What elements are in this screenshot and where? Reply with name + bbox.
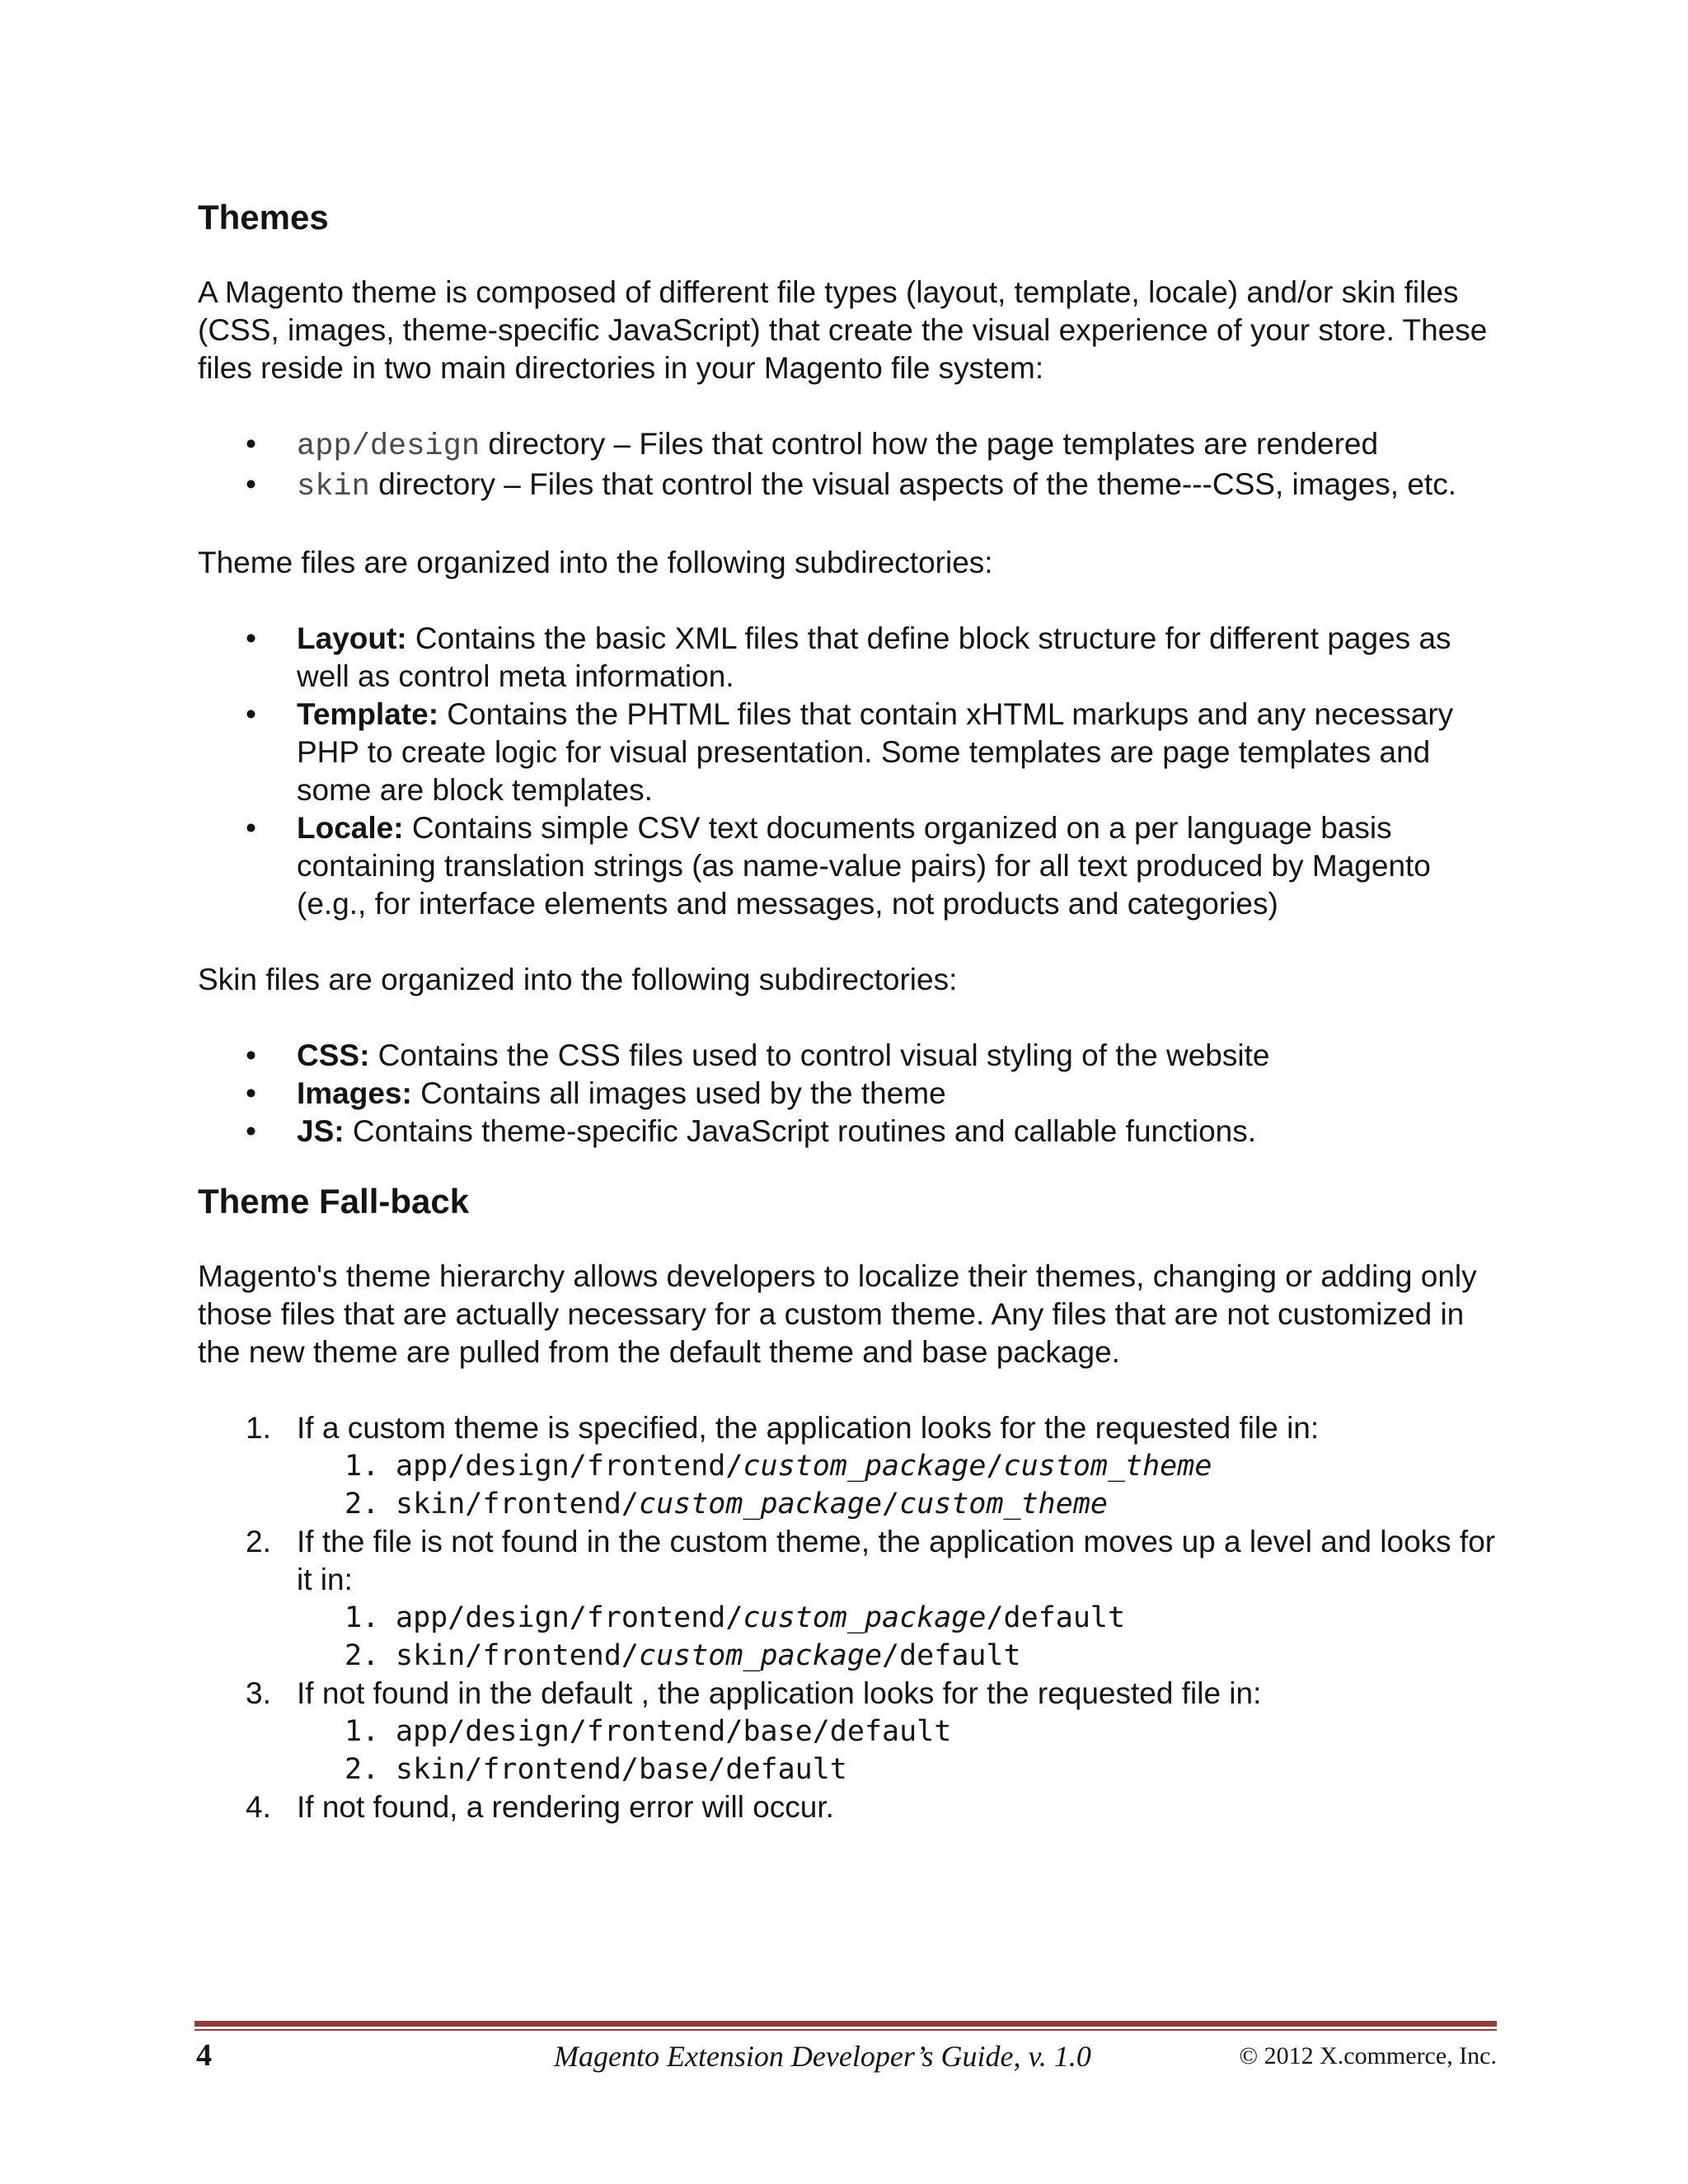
step-number: 3.	[246, 1676, 271, 1710]
item-label: Images:	[297, 1076, 412, 1110]
path-number: 1.	[345, 1450, 380, 1483]
path-number: 2.	[345, 1488, 380, 1521]
step-number: 1.	[246, 1411, 271, 1445]
theme-subdirs-list	[198, 620, 1496, 923]
path-number: 1.	[345, 1601, 380, 1634]
list-item-text: Contains the CSS files used to control visual styling of the website	[369, 1038, 1270, 1072]
fallback-heading: Theme Fall-back	[198, 1182, 470, 1221]
page-number: 4	[196, 2038, 212, 2073]
item-label: Locale:	[297, 811, 404, 845]
step-text: If a custom theme is specified, the application looks for the requested file in:	[297, 1411, 1320, 1445]
list-item	[198, 1037, 1496, 1075]
list-item	[198, 809, 1496, 923]
footer-rule-thick	[195, 2021, 1497, 2027]
fallback-steps	[198, 1409, 1496, 1826]
footer-rule-thin	[195, 2029, 1497, 2031]
path-item: 1. app/design/frontend/custom_package/custom_theme	[297, 1447, 1496, 1485]
list-item-text: directory – Files that control the visual aspects of the theme---CSS, images, etc.	[369, 467, 1456, 501]
skin-code: skin	[297, 470, 370, 504]
guide-title: Magento Extension Developer’s Guide, v. 1.0	[554, 2040, 1091, 2073]
path-item: 1. app/design/frontend/base/default	[297, 1713, 1496, 1750]
item-label: CSS:	[297, 1038, 370, 1072]
step-paths	[297, 1713, 1496, 1788]
list-item-text: Contains theme-specific JavaScript routines and callable functions.	[344, 1114, 1257, 1148]
list-item-text: Contains simple CSV text documents organized on a per language basis containing translation strings (as name-value pairs) for all text produced by Magento (e.g., for interface elements and messages, not products and categories)	[297, 811, 1431, 921]
skin-subdirs-intro: Skin files are organized into the following subdirectories:	[198, 963, 958, 996]
step-item	[198, 1409, 1496, 1523]
list-item-text: Contains the basic XML files that define block structure for different pages as well as control meta information.	[297, 621, 1451, 693]
themes-heading: Themes	[198, 198, 329, 237]
path-item: 2. skin/frontend/base/default	[297, 1750, 1496, 1788]
step-item	[198, 1675, 1496, 1788]
step-text: If not found, a rendering error will occur.	[297, 1790, 834, 1824]
step-text: If the file is not found in the custom theme, the application moves up a level and looks for it in:	[297, 1525, 1496, 1596]
list-item	[198, 1113, 1496, 1151]
list-item	[198, 425, 1496, 466]
theme-subdirs-intro: Theme files are organized into the following subdirectories:	[198, 546, 993, 579]
list-item	[198, 620, 1496, 696]
path-number: 2.	[345, 1639, 380, 1672]
step-item	[198, 1788, 1496, 1826]
list-item-text: Contains the PHTML files that contain xHTML markups and any necessary PHP to create logic for visual presentation. Some templates are page templates and some are block templates.	[297, 697, 1454, 807]
item-label: Layout:	[297, 621, 407, 655]
list-item	[198, 466, 1496, 506]
step-number: 4.	[246, 1790, 271, 1824]
item-label: JS:	[297, 1114, 345, 1148]
list-item	[198, 696, 1496, 809]
item-label: Template:	[297, 697, 439, 731]
step-paths	[297, 1447, 1496, 1523]
path-item: 2. skin/frontend/custom_package/default	[297, 1637, 1496, 1675]
copyright: © 2012 X.commerce, Inc.	[1239, 2042, 1497, 2069]
step-item	[198, 1523, 1496, 1675]
page-content	[198, 194, 1496, 1826]
app-design-code: app/design	[297, 429, 481, 464]
page-footer	[195, 2021, 1497, 2087]
step-number: 2.	[246, 1525, 271, 1558]
list-item-text: Contains all images used by the theme	[411, 1076, 946, 1110]
path-item: 2. skin/frontend/custom_package/custom_theme	[297, 1485, 1496, 1523]
list-item-text: directory – Files that control how the page templates are rendered	[480, 427, 1379, 461]
path-item: 1. app/design/frontend/custom_package/default	[297, 1599, 1496, 1637]
step-text: If not found in the default , the application looks for the requested file in:	[297, 1676, 1262, 1710]
themes-intro: A Magento theme is composed of different file types (layout, template, locale) and/or skin files (CSS, images, theme-specific JavaScript) that create the visual experience of your store. These files reside in two main directories in your Magento file system:	[198, 275, 1488, 385]
footer-row	[195, 2037, 1497, 2087]
skin-subdirs-list	[198, 1037, 1496, 1151]
list-item	[198, 1075, 1496, 1113]
fallback-intro: Magento's theme hierarchy allows developers to localize their themes, changing or adding only those files that are actually necessary for a custom theme. Any files that are not customized in the new theme are pulled from the default theme and base package.	[198, 1259, 1477, 1369]
path-number: 2.	[345, 1753, 380, 1786]
directory-list	[198, 425, 1496, 506]
path-number: 1.	[345, 1715, 380, 1748]
step-paths	[297, 1599, 1496, 1675]
